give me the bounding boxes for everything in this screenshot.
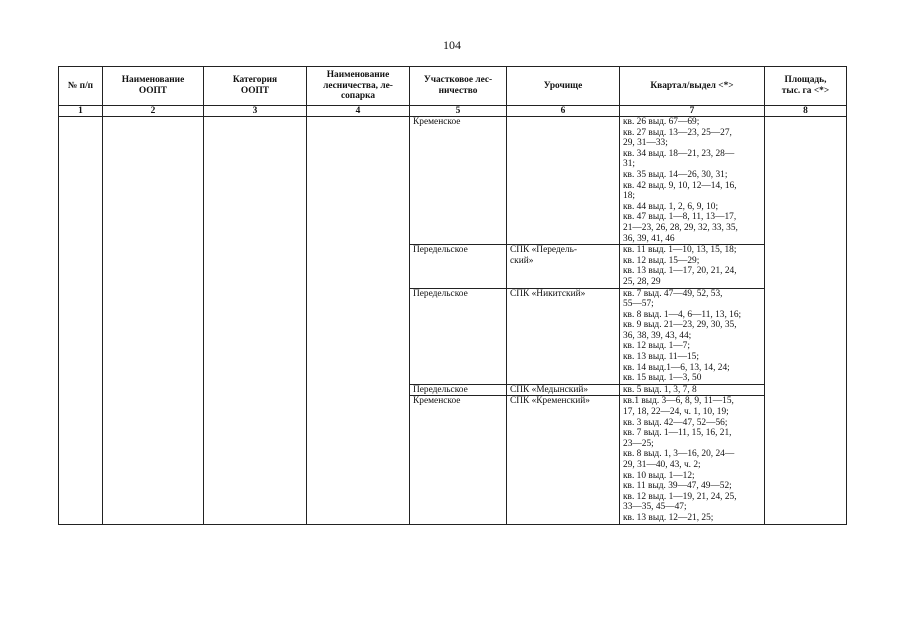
quarter-section-line: кв. 44 выд. 1, 2, 6, 9, 10; bbox=[623, 201, 719, 212]
column-header-8: Площадь, тыс. га <*> bbox=[765, 67, 847, 106]
quarter-section-line: кв. 27 выд. 13—23, 25—27, bbox=[623, 127, 732, 138]
table-row bbox=[59, 117, 847, 245]
quarter-section-line: кв. 5 выд. 1, 3, 7, 8 bbox=[623, 384, 697, 395]
quarter-section-line: 17, 18, 22—24, ч. 1, 10, 19; bbox=[623, 407, 729, 418]
column-number-row bbox=[59, 106, 847, 117]
quarter-section-line: кв. 42 выд. 9, 10, 12—14, 16, bbox=[623, 180, 737, 191]
empty-merged-cell-col-3 bbox=[204, 117, 307, 525]
quarter-section-line: кв. 3 выд. 42—47, 52—56; bbox=[623, 417, 728, 428]
quarter-section-line: 25, 28, 29 bbox=[623, 276, 661, 287]
quarter-section-line: кв. 7 выд. 47—49, 52, 53, bbox=[623, 288, 723, 299]
tract-cell: СПК «Кременский» bbox=[507, 396, 620, 524]
quarter-section-line: 18; bbox=[623, 191, 635, 202]
quarter-section-line: 31; bbox=[623, 159, 635, 170]
quarter-section-line: кв. 11 выд. 39—47, 49—52; bbox=[623, 481, 732, 492]
column-header-3: Категория ООПТ bbox=[204, 67, 307, 106]
quarter-section-line: кв. 12 выд. 1—19, 21, 24, 25, bbox=[623, 491, 737, 502]
quarter-section-line: кв.1 выд. 3—6, 8, 9, 11—15, bbox=[623, 396, 734, 407]
forestry-cell: Кременское bbox=[410, 117, 507, 245]
quarter-section-line: 33—35, 45—47; bbox=[623, 502, 687, 513]
quarter-section-cell bbox=[620, 396, 765, 524]
page-number: 104 bbox=[443, 38, 461, 52]
column-number-1: 1 bbox=[59, 106, 103, 117]
column-header-6: Урочище bbox=[507, 67, 620, 106]
quarter-section-line: кв. 10 выд. 1—12; bbox=[623, 470, 695, 481]
quarter-section-line: 23—25; bbox=[623, 438, 654, 449]
tract-cell: СПК «Никитский» bbox=[507, 288, 620, 384]
empty-merged-cell-col-4 bbox=[307, 117, 410, 525]
quarter-section-line: кв. 7 выд. 1—11, 15, 16, 21, bbox=[623, 428, 732, 439]
column-number-4: 4 bbox=[307, 106, 410, 117]
quarter-section-line: кв. 8 выд. 1, 3—16, 20, 24— bbox=[623, 449, 735, 460]
quarter-section-line: кв. 12 выд. 1—7; bbox=[623, 341, 690, 352]
quarter-section-line: кв. 13 выд. 12—21, 25; bbox=[623, 512, 714, 523]
quarter-section-line: 21—23, 26, 28, 29, 32, 33, 35, bbox=[623, 222, 738, 233]
protected-areas-table bbox=[58, 66, 847, 525]
column-header-2: Наименование ООПТ bbox=[103, 67, 204, 106]
quarter-section-line: кв. 8 выд. 1—4, 6—11, 13, 16; bbox=[623, 309, 742, 320]
forestry-cell: Кременское bbox=[410, 396, 507, 524]
column-header-4: Наименование лесничества, ле- сопарка bbox=[307, 67, 410, 106]
column-number-2: 2 bbox=[103, 106, 204, 117]
quarter-section-line: кв. 35 выд. 14—26, 30, 31; bbox=[623, 169, 728, 180]
column-header-7: Квартал/выдел <*> bbox=[620, 67, 765, 106]
quarter-section-line: кв. 14 выд.1—6, 13, 14, 24; bbox=[623, 362, 730, 373]
tract-cell bbox=[507, 117, 620, 245]
quarter-section-line: кв. 34 выд. 18—21, 23, 28— bbox=[623, 148, 735, 159]
quarter-section-line: кв. 9 выд. 21—23, 29, 30, 35, bbox=[623, 320, 737, 331]
quarter-section-line: 36, 39, 41, 46 bbox=[623, 233, 675, 244]
column-number-6: 6 bbox=[507, 106, 620, 117]
column-number-7: 7 bbox=[620, 106, 765, 117]
quarter-section-line: 55—57; bbox=[623, 299, 654, 310]
quarter-section-line: кв. 13 выд. 1—17, 20, 21, 24, bbox=[623, 266, 737, 277]
tract-cell: СПК «Передель- ский» bbox=[507, 245, 620, 288]
quarter-section-line: 36, 38, 39, 43, 44; bbox=[623, 330, 692, 341]
column-number-8: 8 bbox=[765, 106, 847, 117]
column-header-1: № п/п bbox=[59, 67, 103, 106]
quarter-section-line: кв. 26 выд. 67—69; bbox=[623, 117, 700, 127]
quarter-section-line: 29, 31—33; bbox=[623, 138, 668, 149]
column-number-3: 3 bbox=[204, 106, 307, 117]
column-header-5: Участковое лес- ничество bbox=[410, 67, 507, 106]
header-row bbox=[59, 67, 847, 106]
quarter-section-line: кв. 15 выд. 1—3, 50 bbox=[623, 373, 702, 384]
quarter-section-cell bbox=[620, 288, 765, 384]
forestry-cell: Передельское bbox=[410, 288, 507, 384]
column-number-5: 5 bbox=[410, 106, 507, 117]
quarter-section-cell bbox=[620, 117, 765, 245]
quarter-section-line: кв. 47 выд. 1—8, 11, 13—17, bbox=[623, 212, 737, 223]
empty-merged-cell-col-2 bbox=[103, 117, 204, 525]
quarter-section-cell bbox=[620, 245, 765, 288]
forestry-cell: Передельское bbox=[410, 245, 507, 288]
tract-cell: СПК «Медынский» bbox=[507, 384, 620, 396]
empty-merged-cell-col-8 bbox=[765, 117, 847, 525]
quarter-section-line: кв. 12 выд. 15—29; bbox=[623, 255, 700, 266]
empty-merged-cell-col-1 bbox=[59, 117, 103, 525]
quarter-section-line: кв. 11 выд. 1—10, 13, 15, 18; bbox=[623, 245, 737, 256]
quarter-section-line: кв. 13 выд. 11—15; bbox=[623, 352, 699, 363]
quarter-section-cell bbox=[620, 384, 765, 396]
quarter-section-line: 29, 31—40, 43, ч. 2; bbox=[623, 460, 701, 470]
forestry-cell: Передельское bbox=[410, 384, 507, 396]
